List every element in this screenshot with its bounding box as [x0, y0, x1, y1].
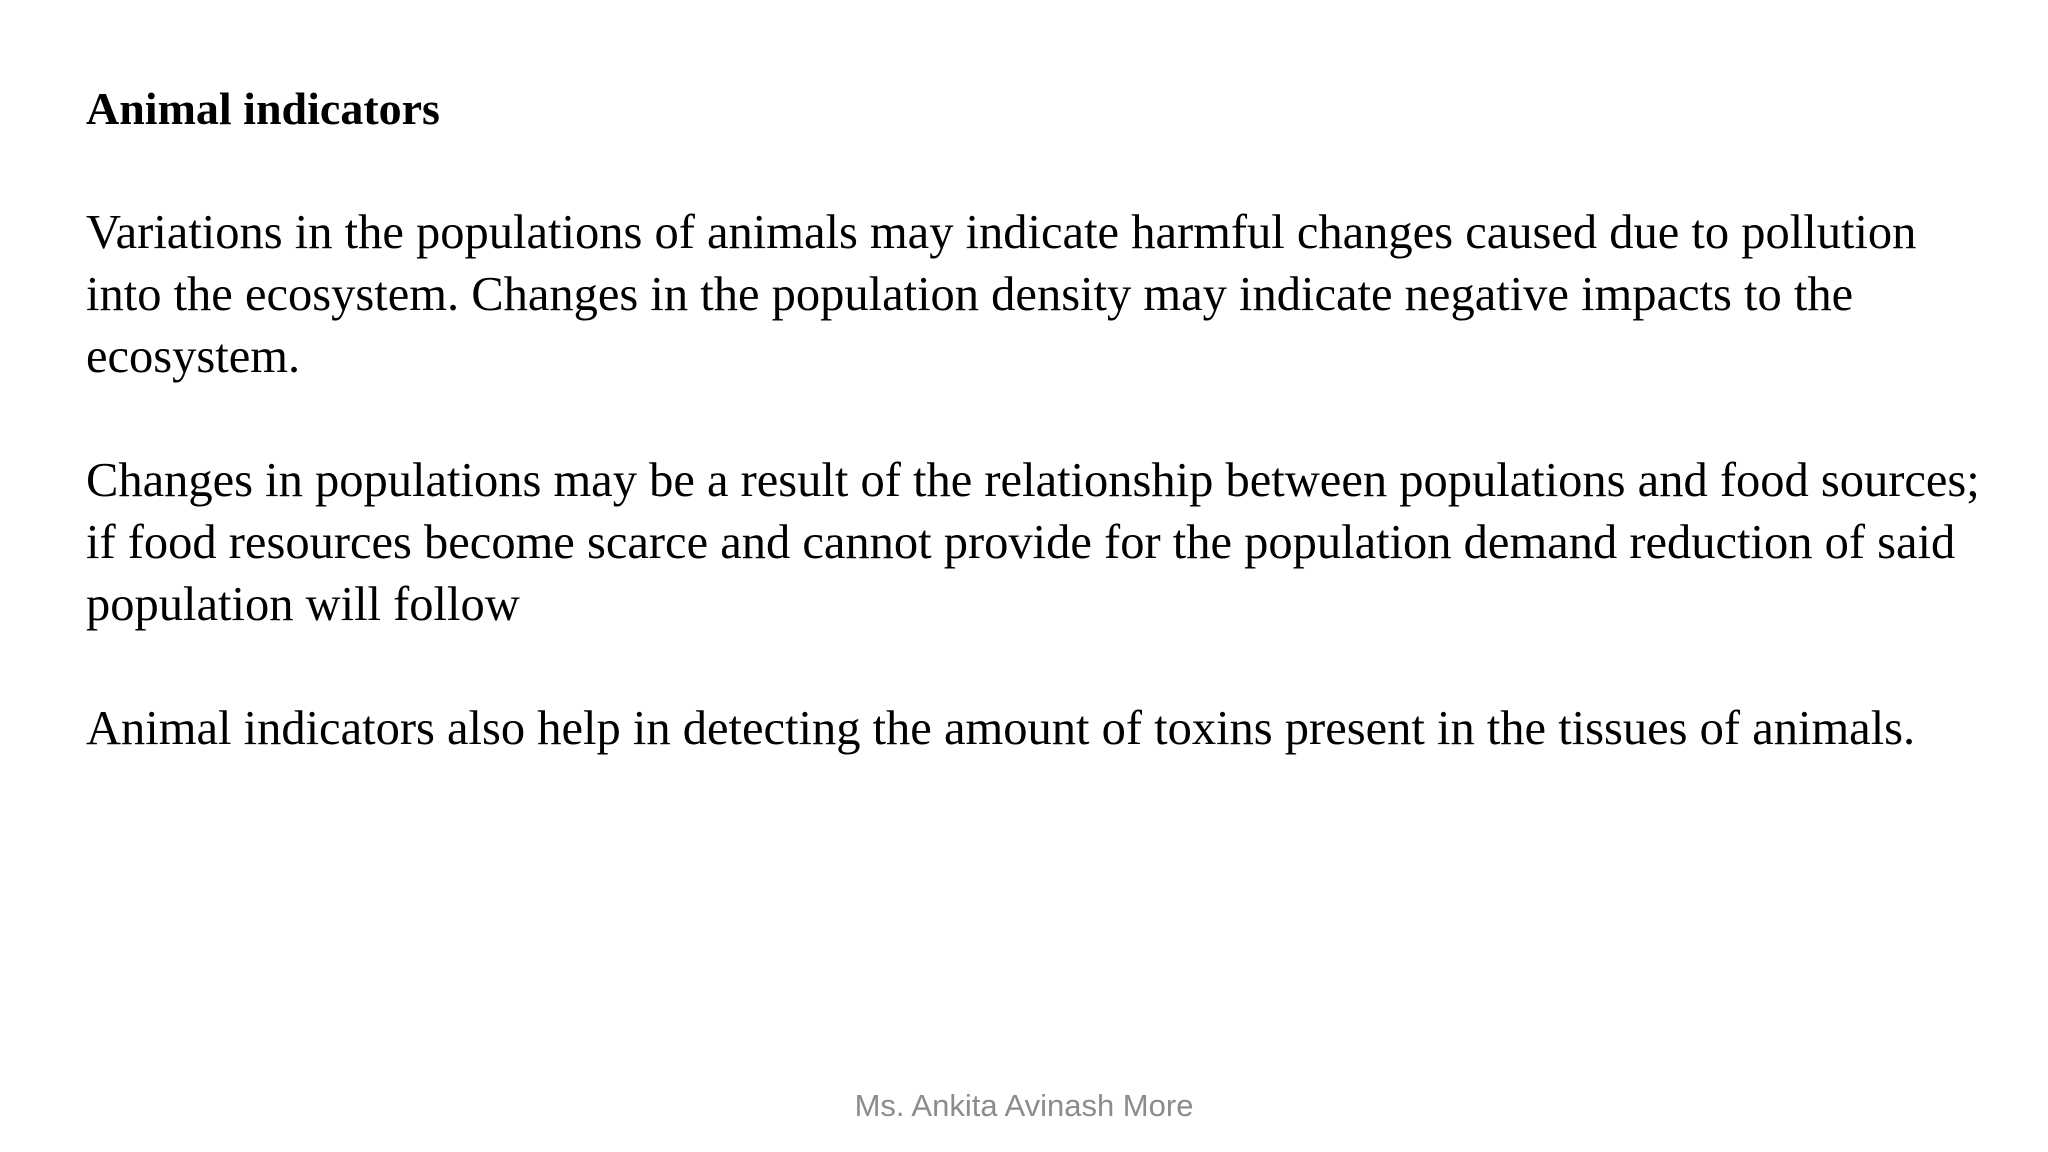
paragraph-population-variations: Variations in the populations of animals may indicate harmful changes caused due to pollution into the ecosystem. Changes in the population density may indicate negative impacts to the ecosystem.: [86, 206, 1917, 383]
slide-footer-author: Ms. Ankita Avinash More: [854, 1088, 1194, 1123]
paragraph-toxin-detection: Animal indicators also help in detecting the amount of toxins present in the tissues of animals.: [86, 702, 1916, 755]
paragraph-food-sources: Changes in populations may be a result of the relationship between populations and food sources; if food resources become scarce and cannot provide for the population demand reduction of said population will follow: [86, 454, 1980, 631]
slide-content: [86, 78, 1986, 760]
slide-title: Animal indicators: [86, 83, 440, 134]
